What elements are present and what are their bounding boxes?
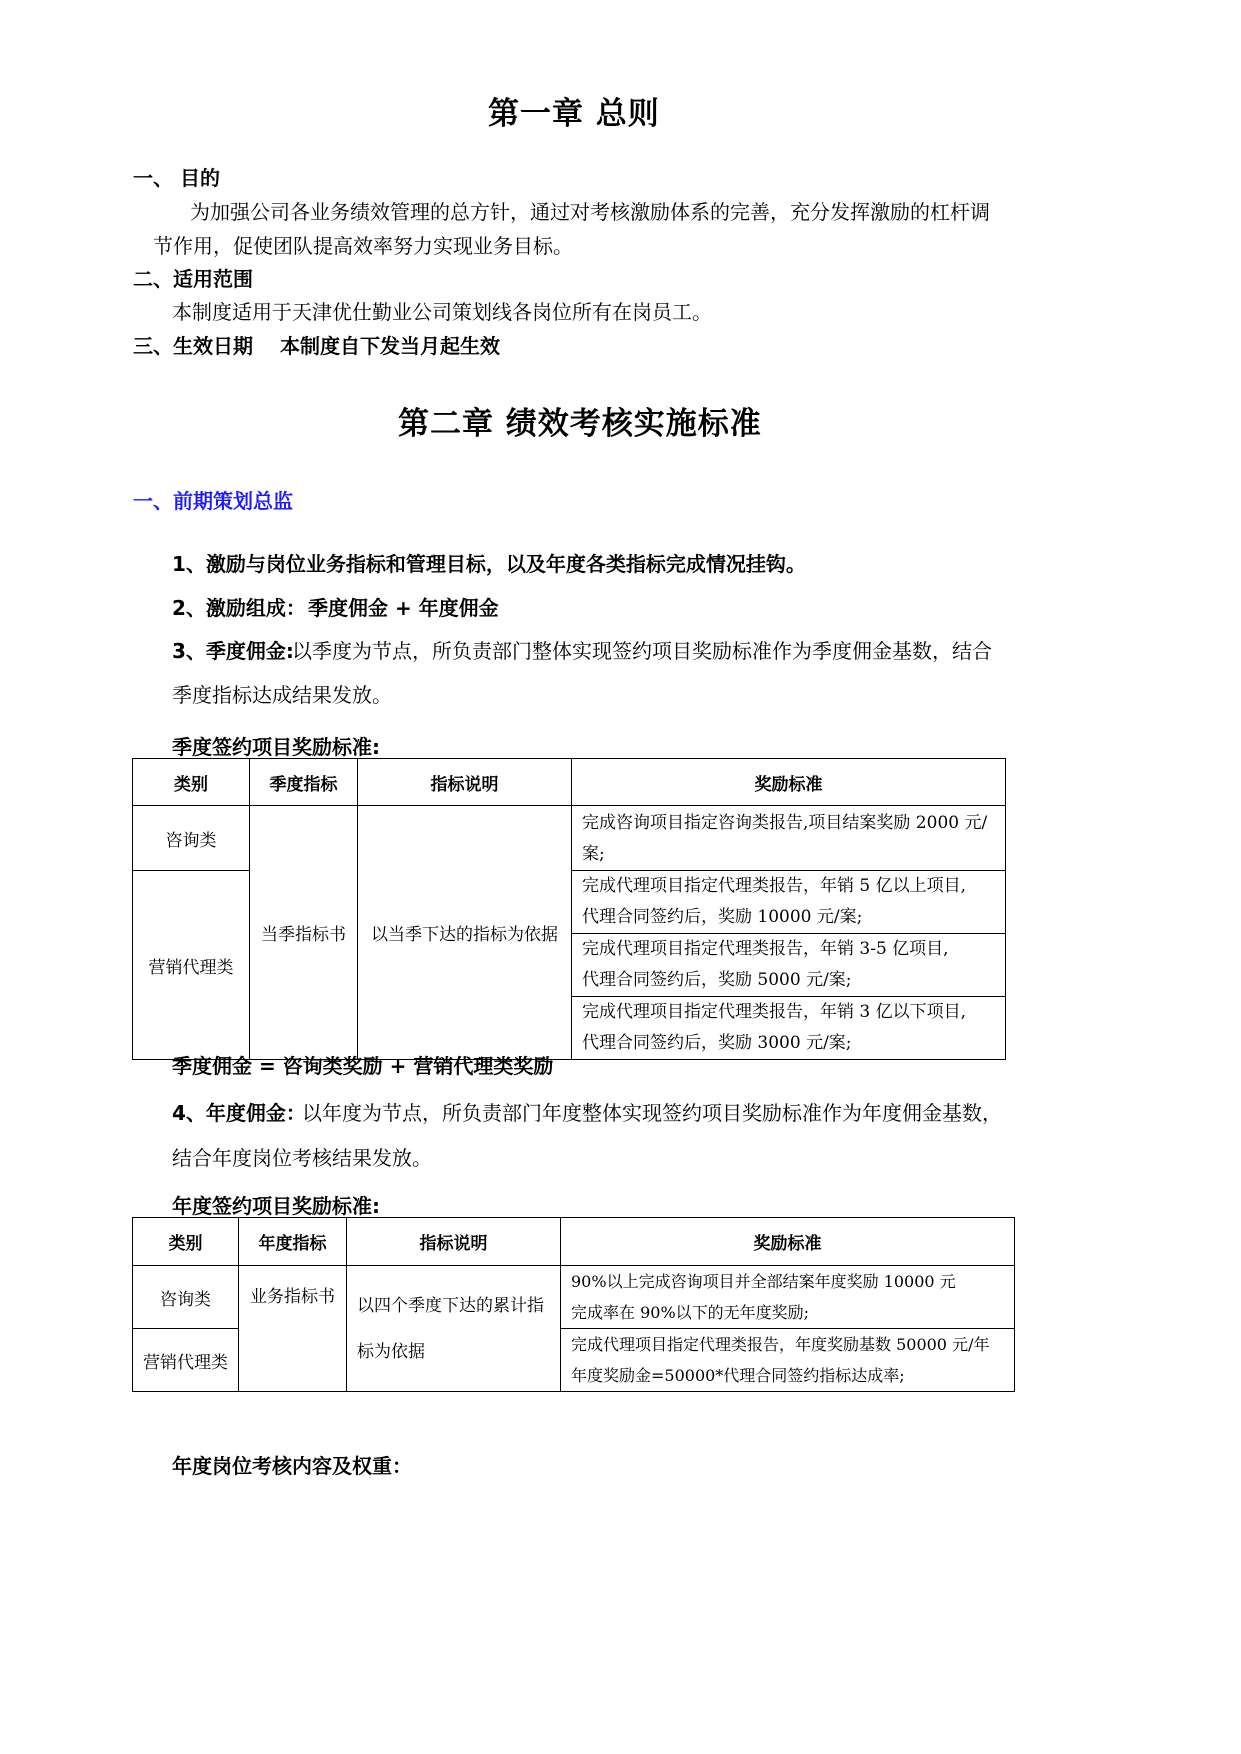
- annual-table-caption: 年度签约项目奖励标准:: [172, 1194, 380, 1218]
- item3-text-line2: 季度指标达成结果发放。: [172, 683, 392, 707]
- category-cell: 咨询类: [133, 806, 250, 871]
- category-cell: 营销代理类: [133, 871, 250, 1060]
- description-cell: [347, 1266, 561, 1392]
- chapter2-title: 第二章 绩效考核实施标准: [398, 406, 762, 442]
- reward-line: 完成咨询项目指定咨询类报告,项目结案奖励 2000 元/案;: [582, 813, 988, 864]
- header-reward-standard: 奖励标准: [561, 1218, 1015, 1266]
- reward-line: 完成代理项目指定代理类报告，年销 5 亿以上项目,: [582, 876, 967, 896]
- reward-standard-cell: [572, 997, 1006, 1060]
- item4-label: 4、年度佣金：: [172, 1101, 306, 1125]
- scope-text: 本制度适用于天津优仕勤业公司策划线各岗位所有在岗员工。: [172, 300, 712, 324]
- table-header-row: [133, 1218, 1015, 1266]
- header-reward-standard: 奖励标准: [572, 759, 1006, 806]
- reward-line: 完成代理项目指定代理类报告，年销 3-5 亿项目,: [582, 939, 949, 959]
- reward-line: 年度奖励金=50000*代理合同签约指标达成率;: [571, 1366, 905, 1385]
- subsection-heading: 一、前期策划总监: [133, 489, 293, 513]
- annual-reward-table: [132, 1217, 1015, 1392]
- reward-line: 完成代理项目指定代理类报告，年度奖励基数 50000 元/年: [571, 1335, 990, 1354]
- item3-text-line1: 以季度为节点，所负责部门整体实现签约项目奖励标准作为季度佣金基数，结合: [292, 639, 992, 663]
- item2-label: 2、激励组成：: [172, 596, 306, 620]
- reward-line: 完成代理项目指定代理类报告，年销 3 亿以下项目,: [582, 1002, 967, 1022]
- reward-line: 代理合同签约后，奖励 5000 元/案;: [582, 970, 852, 990]
- reward-standard-cell: [561, 1266, 1015, 1329]
- quarterly-formula: 季度佣金 = 咨询类奖励 + 营销代理类奖励: [172, 1054, 554, 1078]
- header-category: 类别: [133, 759, 250, 806]
- item4-text-line1: 以年度为节点，所负责部门年度整体实现签约项目奖励标准作为年度佣金基数，: [302, 1101, 1002, 1125]
- header-category: 类别: [133, 1218, 239, 1266]
- quarterly-table-caption: 季度签约项目奖励标准:: [172, 735, 380, 759]
- header-description: 指标说明: [347, 1218, 561, 1266]
- category-cell: 营销代理类: [133, 1329, 239, 1392]
- reward-line: 代理合同签约后，奖励 10000 元/案;: [582, 907, 863, 927]
- item3-label: 3、季度佣金:: [172, 639, 294, 663]
- scope-heading: 二、适用范围: [133, 267, 253, 291]
- reward-standard-cell: [572, 934, 1006, 997]
- annual-assessment-caption: 年度岗位考核内容及权重：: [172, 1454, 412, 1478]
- header-indicator: 季度指标: [250, 759, 358, 806]
- table-row: [133, 806, 1006, 871]
- indicator-cell: 业务指标书: [239, 1266, 347, 1392]
- header-description: 指标说明: [358, 759, 572, 806]
- reward-line: 90%以上完成咨询项目并全部结案年度奖励 10000 元: [571, 1272, 956, 1291]
- reward-standard-cell: [572, 806, 1006, 871]
- reward-line: 代理合同签约后，奖励 3000 元/案;: [582, 1033, 852, 1053]
- item1-text: 1、激励与岗位业务指标和管理目标，以及年度各类指标完成情况挂钩。: [172, 552, 806, 576]
- reward-line: 完成率在 90%以下的无年度奖励;: [571, 1303, 810, 1322]
- purpose-text-line1: 为加强公司各业务绩效管理的总方针，通过对考核激励体系的完善，充分发挥激励的杠杆调: [190, 200, 990, 224]
- chapter1-title: 第一章 总则: [488, 96, 660, 132]
- table-header-row: [133, 759, 1006, 806]
- item2-value: 季度佣金 + 年度佣金: [308, 596, 499, 620]
- header-indicator: 年度指标: [239, 1218, 347, 1266]
- description-line: 标为依据: [357, 1341, 425, 1362]
- description-line: 以四个季度下达的累计指: [357, 1295, 544, 1316]
- purpose-text-line2: 节作用，促使团队提高效率努力实现业务目标。: [153, 234, 573, 258]
- description-cell: 以当季下达的指标为依据: [358, 806, 572, 1060]
- category-cell: 咨询类: [133, 1266, 239, 1329]
- quarterly-reward-table: [132, 758, 1006, 1060]
- reward-standard-cell: [561, 1329, 1015, 1392]
- table-row: [133, 1266, 1015, 1329]
- purpose-heading: 一、 目的: [133, 166, 220, 190]
- item4-text-line2: 结合年度岗位考核结果发放。: [172, 1146, 432, 1170]
- effective-date-text: 本制度自下发当月起生效: [280, 334, 500, 358]
- reward-standard-cell: [572, 871, 1006, 934]
- effective-date-heading: 三、生效日期: [133, 334, 253, 358]
- indicator-cell: 当季指标书: [250, 806, 358, 1060]
